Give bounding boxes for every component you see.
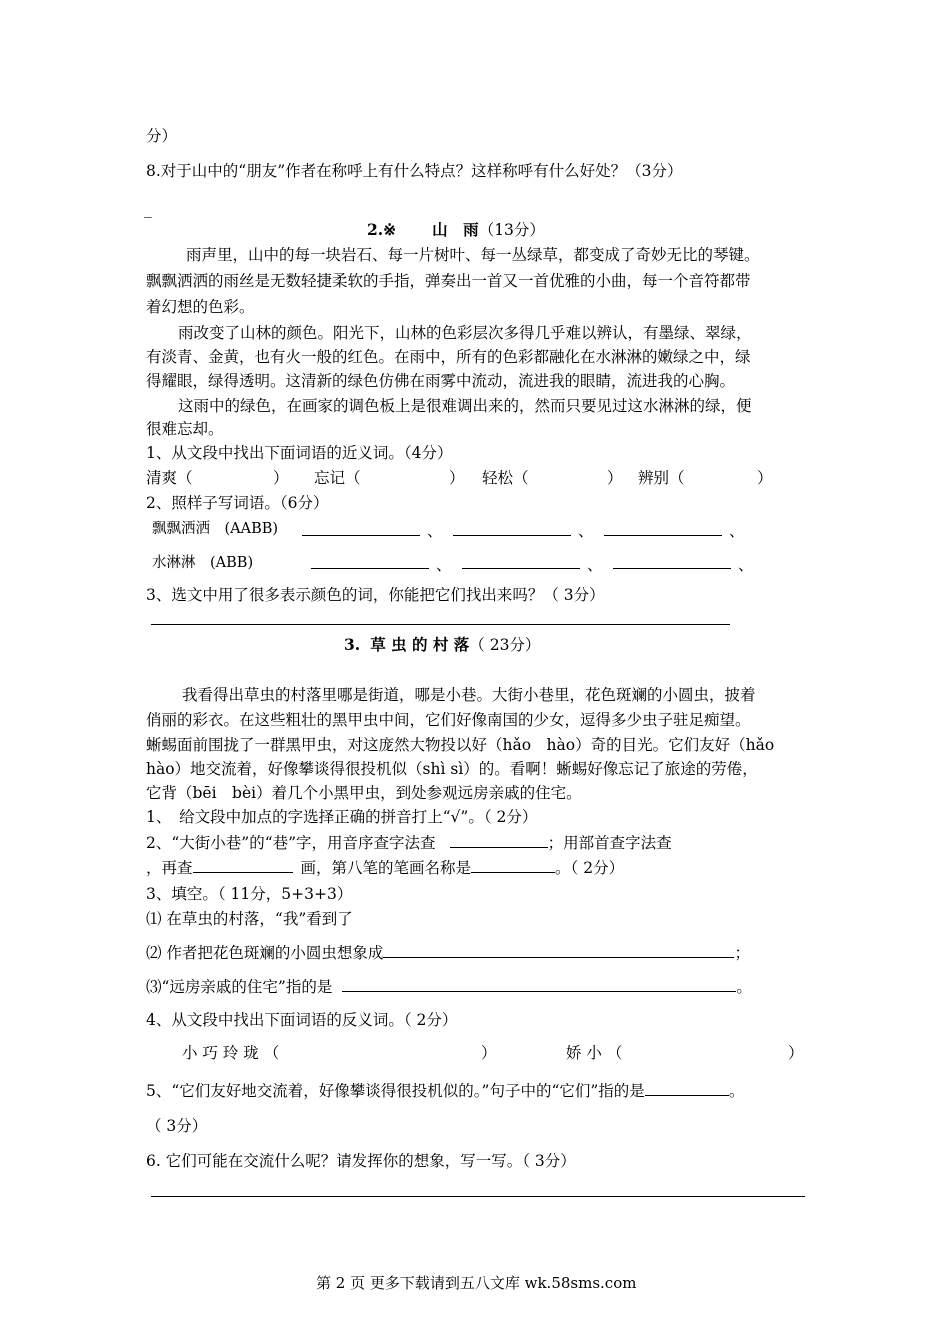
s2-paragraph-2b: 有淡青、金黄，也有火一般的红色。在雨中，所有的色彩都融化在水淋淋的嫩绿之中，绿 xyxy=(146,348,751,366)
s3-question-2a xyxy=(146,832,672,854)
s3-q4-word-1: 小 巧 玲 珑 （ xyxy=(182,1044,280,1062)
continued-text: 分） xyxy=(146,127,178,145)
question-8: 8.对于山中的“朋友”作者在称呼上有什么特点？这样称呼有什么好处？（3分） xyxy=(146,162,683,180)
s3-q4-word-2-close: ） xyxy=(788,1044,804,1062)
s2-q1-word-1-close: ） xyxy=(273,469,289,487)
s3-q5-points: （ 3分） xyxy=(146,1117,208,1135)
s3-paragraph-1d: hào）地交流着，好像攀谈得很投机似（shì sì）的。看啊！蜥蜴好像忘记了旅途的劳倦， xyxy=(146,760,758,778)
s3-question-1: 1、 给文段中加点的字选择正确的拼音打上“√”。（ 2分） xyxy=(146,808,538,826)
s3-q3-item-2-end: ； xyxy=(734,944,750,962)
separator: 、 xyxy=(729,522,745,540)
answer-line[interactable] xyxy=(151,624,730,625)
section-3-number: 3. xyxy=(344,635,361,654)
s3-q4-word-1-close: ） xyxy=(481,1044,497,1062)
s3-q3-item-3-text: ⑶“远房亲戚的住宅”指的是 xyxy=(146,978,333,996)
s2-question-1: 1、从文段中找出下面词语的近义词。（4分） xyxy=(146,444,453,462)
s3-q3-item-3-end: 。 xyxy=(736,978,752,996)
answer-line[interactable] xyxy=(151,1196,805,1197)
separator: 、 xyxy=(587,556,603,574)
s2-q1-word-4: 辨别（ xyxy=(638,469,685,487)
s3-q2-text-3: ，再查 xyxy=(146,859,193,877)
s3-q2-text-5: 。（ 2分） xyxy=(555,859,625,877)
answer-blank[interactable] xyxy=(342,977,736,992)
s3-q4-word-2: 娇 小 （ xyxy=(566,1044,623,1062)
s2-question-2: 2、照样子写词语。（6分） xyxy=(146,494,329,512)
s3-q3-item-1: ⑴ 在草虫的村落，“我”看到了 xyxy=(146,910,353,928)
s2-q2-example-1: 飘飘洒洒 (AABB) xyxy=(152,521,279,537)
s3-q3-item-2 xyxy=(146,942,750,964)
answer-blank[interactable] xyxy=(645,1081,729,1096)
section-2-number: 2.※ xyxy=(367,220,397,239)
s2-q1-word-3-close: ） xyxy=(607,469,623,487)
s3-q3-item-3 xyxy=(146,976,752,998)
s2-q1-word-2-close: ） xyxy=(449,469,465,487)
answer-line[interactable] xyxy=(453,535,571,536)
s3-q2-text-2: ；用部首查字法查 xyxy=(547,834,672,852)
answer-line[interactable] xyxy=(613,568,731,569)
s2-paragraph-2c: 得耀眼，绿得透明。这清新的绿色仿佛在雨雾中流动，流进我的眼睛，流进我的心胸。 xyxy=(146,372,736,390)
s3-paragraph-1b: 俏丽的彩衣。在这些粗壮的黑甲虫中间，它们好像南国的少女，逗得多少虫子驻足痴望。 xyxy=(146,711,751,729)
s3-q2-text-1: 2、“大街小巷”的“巷”字，用音序查字法查 xyxy=(146,834,436,852)
dash-mark: _ xyxy=(144,200,152,218)
s2-paragraph-1c: 着幻想的色彩。 xyxy=(146,298,255,316)
answer-line[interactable] xyxy=(302,535,420,536)
s3-paragraph-1a: 我看得出草虫的村落里哪是街道，哪是小巷。大街小巷里，花色斑斓的小圆虫，披着 xyxy=(182,686,756,704)
section-2-name: 山 雨 xyxy=(432,220,479,239)
s3-q5-end: 。 xyxy=(728,1082,745,1100)
section-3-name: 草 虫 的 村 落 xyxy=(370,635,470,654)
separator: 、 xyxy=(738,556,754,574)
separator: 、 xyxy=(427,522,443,540)
s2-paragraph-1a: 雨声里，山中的每一块岩石、每一片树叶、每一丛绿草，都变成了奇妙无比的琴键。 xyxy=(186,246,760,264)
s3-question-6: 6. 它们可能在交流什么呢？请发挥你的想象，写一写。（ 3分） xyxy=(146,1152,576,1170)
s3-q5-text: 5、“它们友好地交流着，好像攀谈得很投机似的。”句子中的“它们”指的是 xyxy=(146,1082,645,1100)
s2-paragraph-3b: 很难忘却。 xyxy=(146,420,224,438)
section-3-points: （ 23分） xyxy=(469,636,541,654)
separator: 、 xyxy=(436,556,452,574)
s3-paragraph-1c: 蜥蜴面前围拢了一群黑甲虫，对这庞然大物投以好（hǎo hào）奇的目光。它们友好（hǎo xyxy=(146,736,775,754)
separator: 、 xyxy=(578,522,594,540)
answer-line[interactable] xyxy=(462,568,580,569)
s2-paragraph-2a: 雨改变了山林的颜色。阳光下，山林的色彩层次多得几乎难以辨认，有墨绿、翠绿， xyxy=(178,324,752,342)
s2-q1-word-1: 清爽（ xyxy=(146,469,193,487)
section-2-points: （13分） xyxy=(478,221,545,239)
answer-line[interactable] xyxy=(604,535,722,536)
page-footer: 第 2 页 更多下载请到五八文库 wk.58sms.com xyxy=(316,1274,637,1292)
answer-blank[interactable] xyxy=(193,858,293,873)
s2-paragraph-1b: 飘飘洒洒的雨丝是无数轻捷柔软的手指，弹奏出一首又一首优雅的小曲，每一个音符都带 xyxy=(146,272,751,290)
section-3-title xyxy=(344,634,540,656)
s2-question-3: 3、选文中用了很多表示颜色的词，你能把它们找出来吗？（ 3分） xyxy=(146,586,605,604)
section-2-title xyxy=(367,219,545,241)
s3-q3-item-2-text: ⑵ 作者把花色斑斓的小圆虫想象成 xyxy=(146,944,384,962)
s2-paragraph-3a: 这雨中的绿色，在画家的调色板上是很难调出来的，然而只要见过这水淋淋的绿，便 xyxy=(178,397,752,415)
answer-blank[interactable] xyxy=(471,858,555,873)
s2-q1-word-4-close: ） xyxy=(757,469,773,487)
s3-question-4: 4、从文段中找出下面词语的反义词。（ 2分） xyxy=(146,1011,458,1029)
s2-q1-word-3: 轻松（ xyxy=(482,469,529,487)
s3-question-5 xyxy=(146,1080,744,1102)
s3-paragraph-1e: 它背（bēi bèi）着几个小黑甲虫，到处参观远房亲戚的住宅。 xyxy=(146,784,582,802)
s3-question-3: 3、填空。（ 11分，5+3+3） xyxy=(146,885,353,903)
s3-question-2b xyxy=(146,857,624,879)
s3-q2-text-4: 画，第八笔的笔画名称是 xyxy=(300,859,472,877)
answer-blank[interactable] xyxy=(383,943,734,958)
answer-line[interactable] xyxy=(311,568,429,569)
s2-q2-example-2: 水淋淋 (ABB) xyxy=(152,555,254,571)
s2-q1-word-2: 忘记（ xyxy=(314,469,361,487)
answer-blank[interactable] xyxy=(450,833,548,848)
